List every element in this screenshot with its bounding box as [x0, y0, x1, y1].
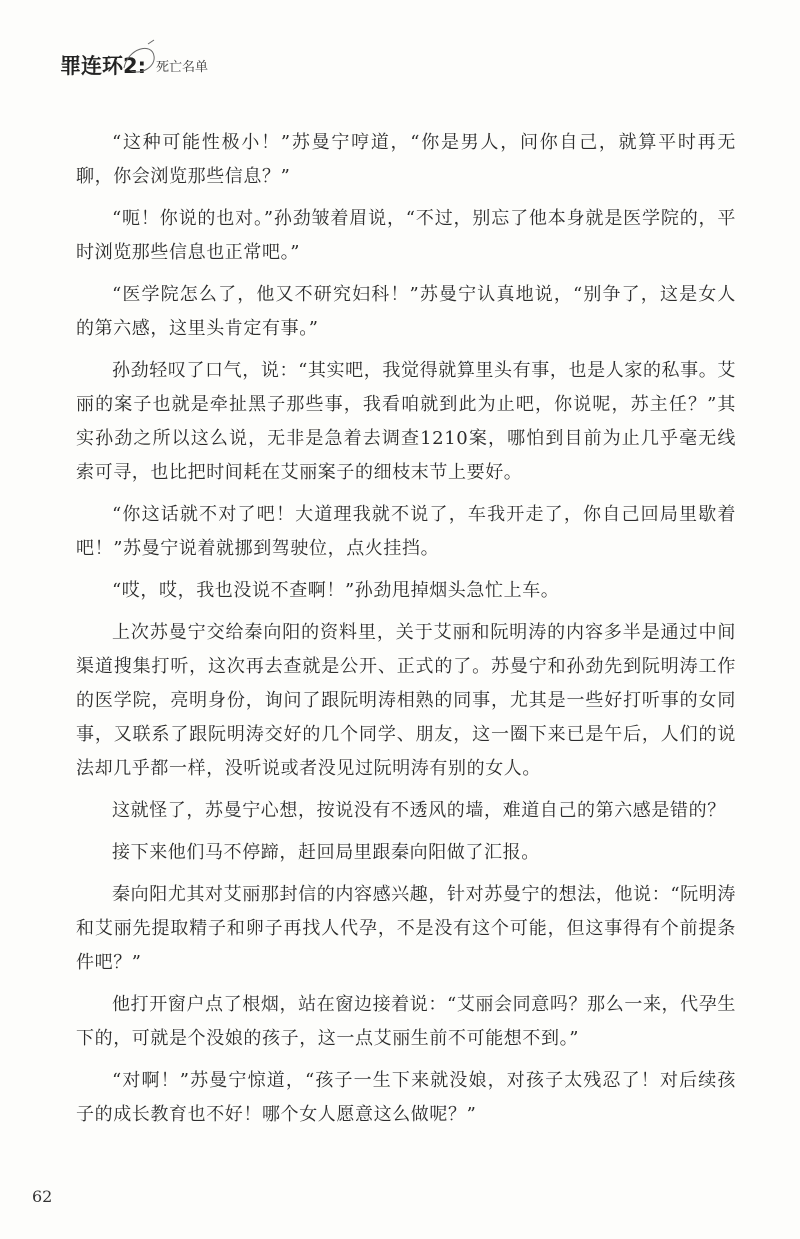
paragraph: 接下来他们马不停蹄，赶回局里跟秦向阳做了汇报。: [112, 842, 540, 863]
paragraph: “这种可能性极小！”苏曼宁哼道，“你是男人，问你自己，就算平时再无聊，你会浏览那些信息？”: [76, 132, 736, 187]
paragraph: “医学院怎么了，他又不研究妇科！”苏曼宁认真地说，“别争了，这是女人的第六感，这里头肯定有事。”: [76, 284, 736, 339]
body-text: [76, 126, 736, 1140]
paragraph: “哎，哎，我也没说不查啊！”孙劲甩掉烟头急忙上车。: [112, 580, 560, 601]
paragraph: “呃！你说的也对。”孙劲皱着眉说，“不过，别忘了他本身就是医学院的，平时浏览那些信息也正常吧。”: [76, 208, 736, 263]
page-number: 62: [32, 1187, 53, 1206]
paragraph: “你这话就不对了吧！大道理我就不说了，车我开走了，你自己回局里歇着吧！”苏曼宁说着就挪到驾驶位，点火挂挡。: [76, 504, 736, 559]
paragraph: 他打开窗户点了根烟，站在窗边接着说：“艾丽会同意吗？那么一来，代孕生下的，可就是个没娘的孩子，这一点艾丽生前不可能想不到。”: [76, 994, 736, 1049]
book-title: 罪连环2:: [60, 54, 147, 78]
paragraph: 这就怪了，苏曼宁心想，按说没有不透风的墙，难道自己的第六感是错的？: [112, 800, 726, 821]
running-header: [60, 44, 260, 84]
paragraph: “对啊！”苏曼宁惊道，“孩子一生下来就没娘，对孩子太残忍了！对后续孩子的成长教育也不好！哪个女人愿意这么做呢？”: [76, 1070, 736, 1125]
paragraph: 孙劲轻叹了口气，说：“其实吧，我觉得就算里头有事，也是人家的私事。艾丽的案子也就是牵扯黑子那些事，我看咱就到此为止吧，你说呢，苏主任？”其实孙劲之所以这么说，无非是急着去调查1210案，哪怕到目前为止几乎毫无线索可寻，也比把时间耗在艾丽案子的细枝末节上要好。: [76, 360, 736, 483]
paragraph: 上次苏曼宁交给秦向阳的资料里，关于艾丽和阮明涛的内容多半是通过中间渠道搜集打听，这次再去查就是公开、正式的了。苏曼宁和孙劲先到阮明涛工作的医学院，亮明身份，询问了跟阮明涛相熟的同事，尤其是一些好打听事的女同事，又联系了跟阮明涛交好的几个同学、朋友，这一圈下来已是午后，人们的说法却几乎都一样，没听说或者没见过阮明涛有别的女人。: [76, 622, 736, 779]
paragraph: 秦向阳尤其对艾丽那封信的内容感兴趣，针对苏曼宁的想法，他说：“阮明涛和艾丽先提取精子和卵子再找人代孕，不是没有这个可能，但这事得有个前提条件吧？”: [76, 884, 736, 973]
book-subtitle: 死亡名单: [156, 60, 209, 75]
